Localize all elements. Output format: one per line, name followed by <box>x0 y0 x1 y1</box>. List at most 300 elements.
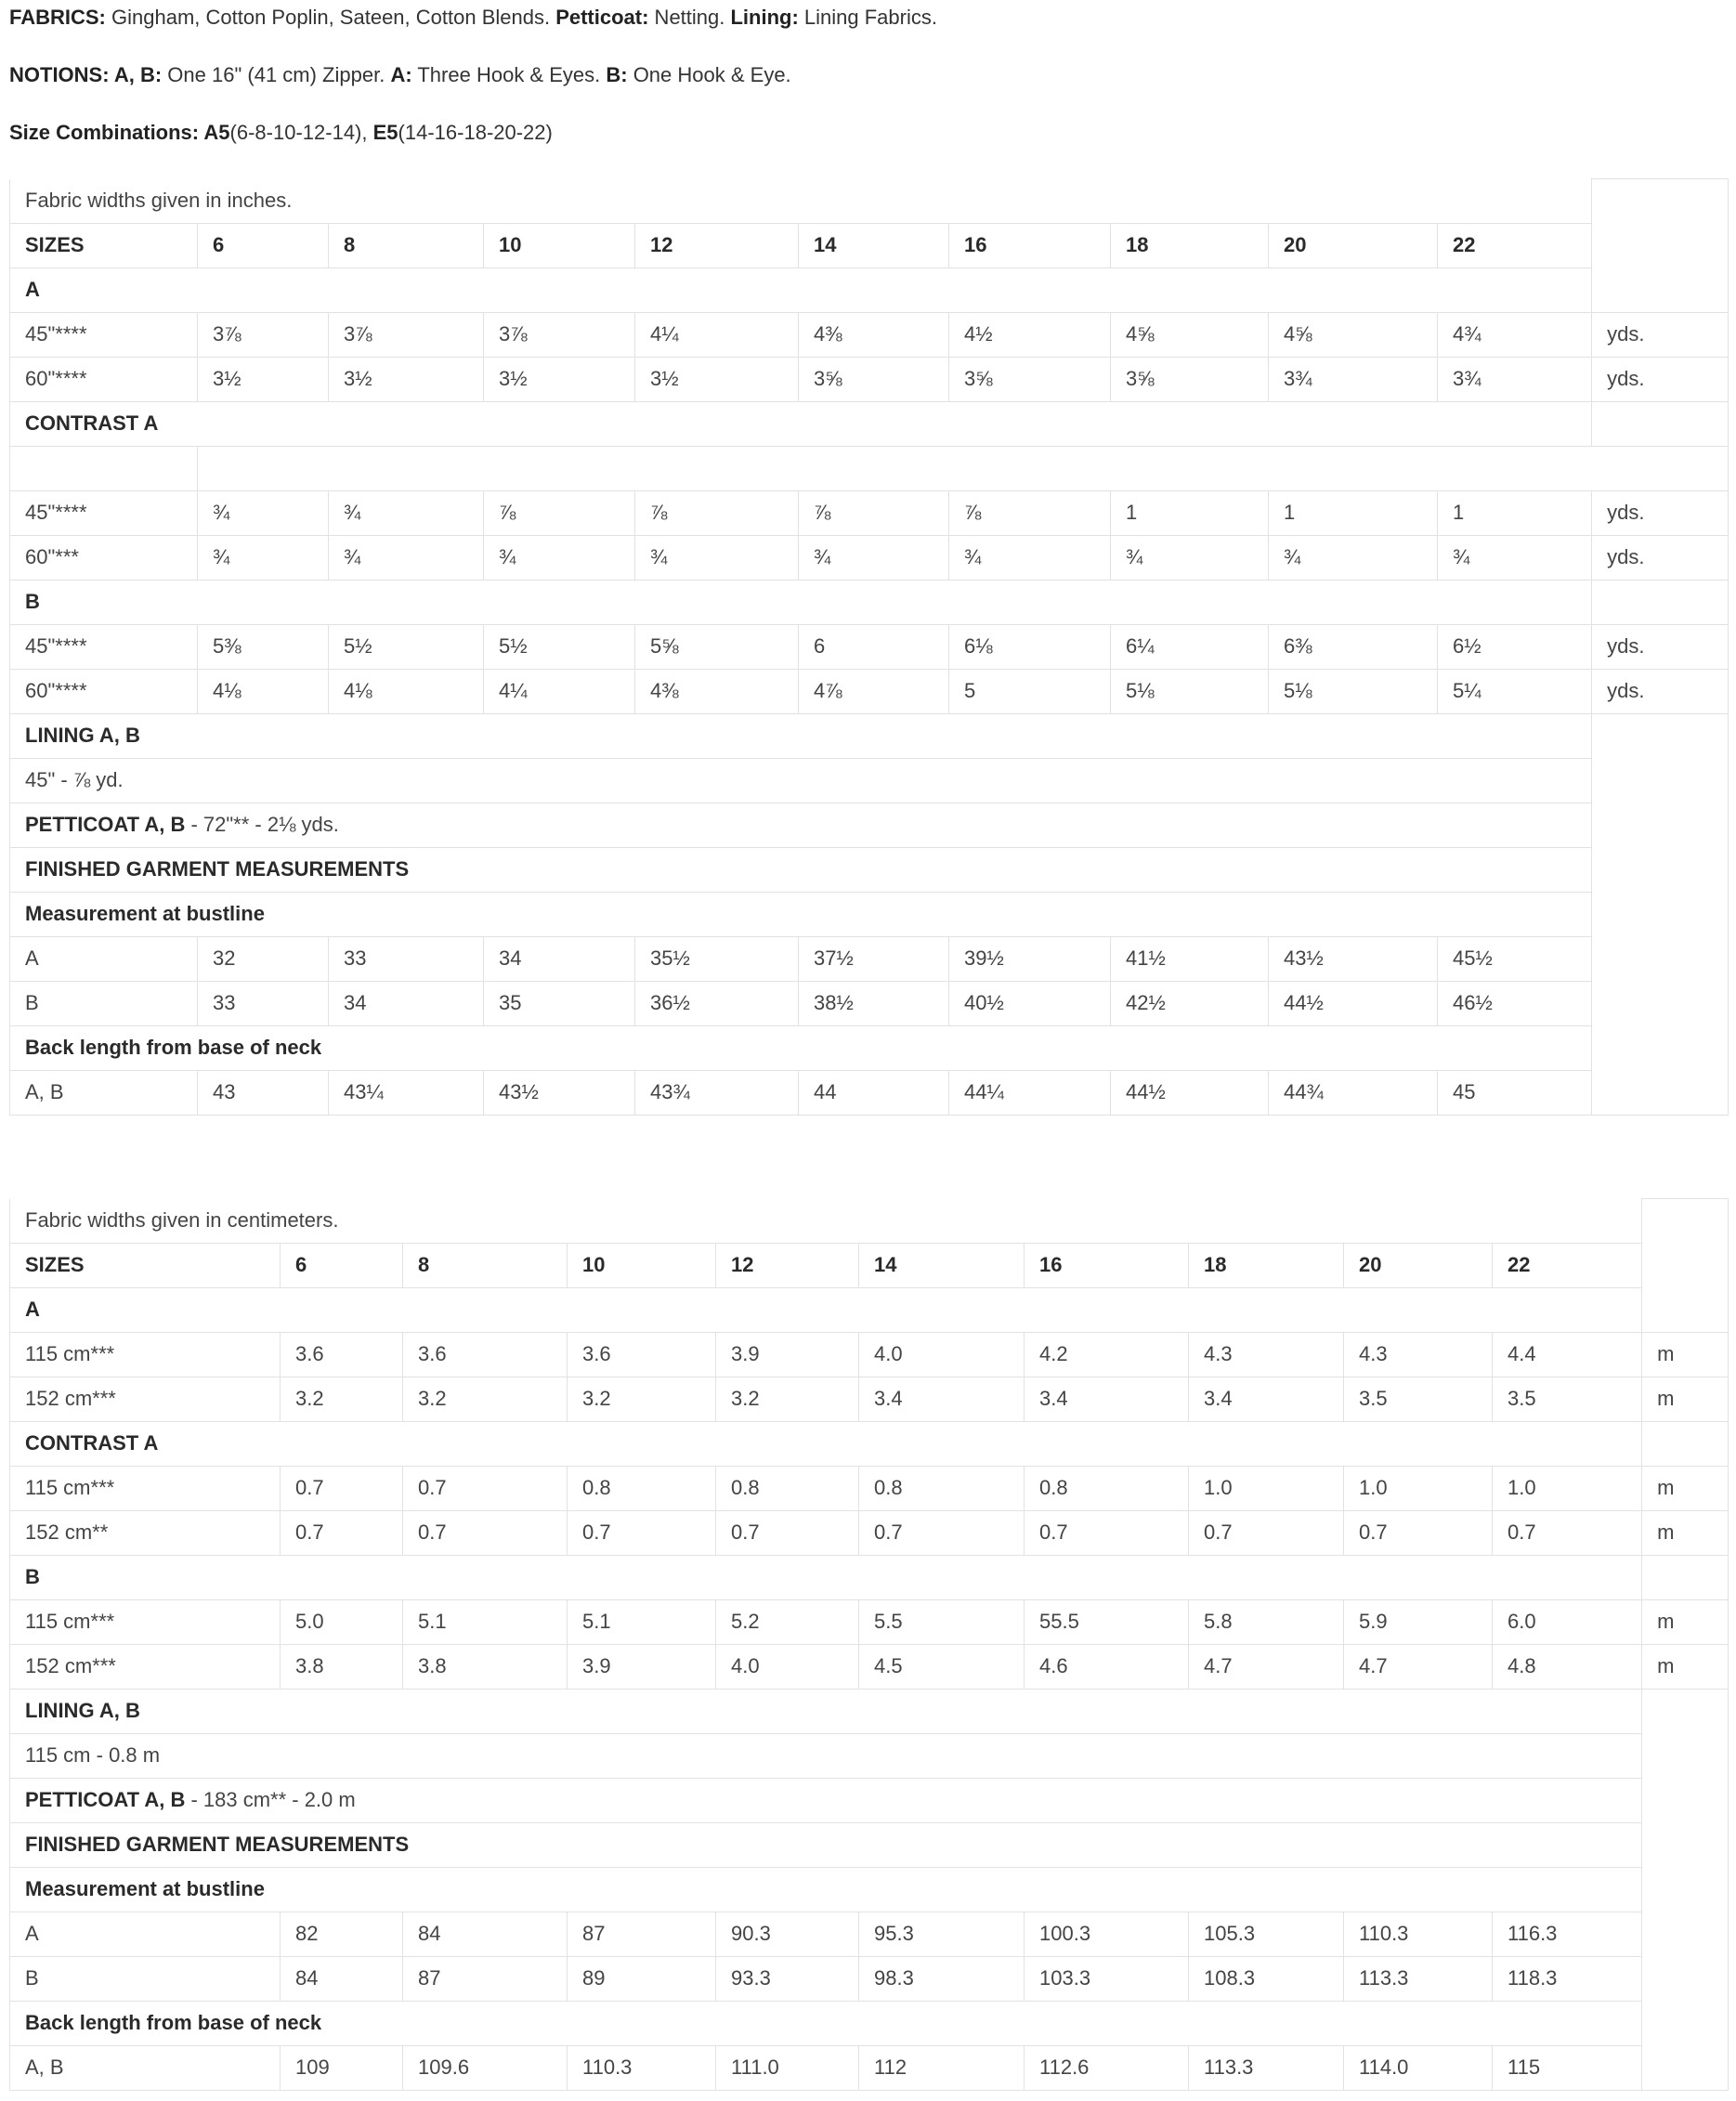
value-cell: 90.3 <box>716 1912 859 1956</box>
size-header: 20 <box>1269 223 1438 268</box>
sizes-header-row <box>10 223 1729 268</box>
petticoat-value: - 183 cm** - 2.0 m <box>185 1788 356 1811</box>
lining-value-row-label: 45" - ⅞ yd. <box>10 758 1592 803</box>
value-cell: 3.2 <box>403 1377 568 1421</box>
value-cell: 41½ <box>1111 936 1269 981</box>
lining-label-row <box>10 713 1729 758</box>
sizes-label: SIZES <box>10 1243 281 1287</box>
value-cell: 34 <box>484 936 635 981</box>
value-cell: 43½ <box>1269 936 1438 981</box>
value-cell: 6.0 <box>1493 1599 1642 1644</box>
value-cell: 33 <box>198 981 329 1025</box>
unit-cell: m <box>1642 1510 1729 1555</box>
value-cell: 118.3 <box>1493 1956 1642 2001</box>
notions-label: NOTIONS: A, B: <box>9 63 163 86</box>
size-header: 6 <box>281 1243 403 1287</box>
value-cell: 0.7 <box>403 1510 568 1555</box>
bust-label-row-label: Measurement at bustline <box>10 1867 1642 1912</box>
row-label: 60"*** <box>10 535 198 580</box>
value-cell: 5⅛ <box>1111 669 1269 713</box>
value-cell: 109.6 <box>403 2045 568 2090</box>
size-header: 22 <box>1438 223 1592 268</box>
fabrics-line <box>9 6 937 30</box>
value-cell: 3.5 <box>1493 1377 1642 1421</box>
lining-value-row-label: 115 cm - 0.8 m <box>10 1733 1642 1778</box>
value-cell: 36½ <box>635 981 799 1025</box>
unit-spacer <box>1592 179 1729 224</box>
value-cell: 109 <box>281 2045 403 2090</box>
petticoat-text: Netting. <box>648 6 731 29</box>
unit-spacer <box>1592 1025 1729 1070</box>
notions-line <box>9 63 791 87</box>
table-row <box>10 1956 1729 2001</box>
value-cell: 0.7 <box>716 1510 859 1555</box>
unit-spacer <box>1642 1733 1729 1778</box>
value-cell: 5½ <box>329 624 484 669</box>
size-header: 12 <box>716 1243 859 1287</box>
unit-spacer <box>1642 1555 1729 1599</box>
table-row <box>10 312 1729 357</box>
lining-label: Lining: <box>730 6 799 29</box>
value-cell: 5.2 <box>716 1599 859 1644</box>
finished-label-row <box>10 847 1729 892</box>
value-cell: 1 <box>1111 490 1269 535</box>
value-cell: 3.9 <box>716 1332 859 1377</box>
section-b-row-label: B <box>10 1555 1642 1599</box>
value-cell: 44½ <box>1111 1070 1269 1115</box>
caption-row <box>10 1199 1729 1244</box>
value-cell: 32 <box>198 936 329 981</box>
value-cell: 3.8 <box>281 1644 403 1689</box>
unit-spacer <box>1642 1287 1729 1332</box>
value-cell: 0.8 <box>568 1466 716 1510</box>
value-cell: ¾ <box>198 535 329 580</box>
lining-text: Lining Fabrics. <box>798 6 937 29</box>
value-cell: 4½ <box>949 312 1111 357</box>
table-row <box>10 936 1729 981</box>
value-cell: ¾ <box>799 535 949 580</box>
value-cell: 0.7 <box>1025 1510 1189 1555</box>
value-cell: 89 <box>568 1956 716 2001</box>
value-cell: 5⅛ <box>1269 669 1438 713</box>
section-b-row <box>10 580 1729 624</box>
unit-cell: yds. <box>1592 624 1729 669</box>
unit-spacer <box>1642 1867 1729 1912</box>
value-cell: 4⅜ <box>799 312 949 357</box>
table-row <box>10 1644 1729 1689</box>
value-cell: 112 <box>859 2045 1025 2090</box>
unit-spacer <box>1642 1778 1729 1822</box>
bust-label-row <box>10 1867 1729 1912</box>
value-cell: 4.0 <box>716 1644 859 1689</box>
value-cell: 42½ <box>1111 981 1269 1025</box>
unit-spacer <box>1592 580 1729 624</box>
petticoat-label: Petticoat: <box>555 6 649 29</box>
value-cell: 3.6 <box>568 1332 716 1377</box>
table-row <box>10 981 1729 1025</box>
size-header: 16 <box>1025 1243 1189 1287</box>
fabrics-label: FABRICS: <box>9 6 106 29</box>
table-row <box>10 1332 1729 1377</box>
value-cell: 105.3 <box>1189 1912 1344 1956</box>
blank-cell <box>10 446 198 490</box>
size-header: 18 <box>1111 223 1269 268</box>
unit-spacer <box>1642 1199 1729 1244</box>
value-cell: 43¾ <box>635 1070 799 1115</box>
unit-cell: yds. <box>1592 357 1729 401</box>
blank-row <box>10 446 1729 490</box>
section-a-row-label: A <box>10 268 1592 312</box>
value-cell: 3⅞ <box>484 312 635 357</box>
value-cell: 3.6 <box>403 1332 568 1377</box>
table-row <box>10 624 1729 669</box>
table-row <box>10 535 1729 580</box>
value-cell: 43¼ <box>329 1070 484 1115</box>
value-cell: 112.6 <box>1025 2045 1189 2090</box>
section-a-row <box>10 268 1729 312</box>
size-e5-range: (14-16-18-20-22) <box>398 121 553 144</box>
unit-cell: m <box>1642 1377 1729 1421</box>
lining-label-row-label: LINING A, B <box>10 1689 1642 1733</box>
value-cell: 34 <box>329 981 484 1025</box>
row-label: 152 cm** <box>10 1510 281 1555</box>
notions-text: One 16" (41 cm) Zipper. <box>162 63 391 86</box>
unit-spacer <box>1642 1689 1729 1733</box>
notions-a-label: A: <box>390 63 412 86</box>
value-cell: ¾ <box>329 535 484 580</box>
value-cell: 44¾ <box>1269 1070 1438 1115</box>
section-b-row-label: B <box>10 580 1592 624</box>
value-cell: ¾ <box>949 535 1111 580</box>
value-cell: 1 <box>1438 490 1592 535</box>
row-label: 45"**** <box>10 490 198 535</box>
value-cell: 4.3 <box>1189 1332 1344 1377</box>
unit-spacer <box>1592 1070 1729 1115</box>
unit-spacer <box>1592 892 1729 936</box>
value-cell: 5.1 <box>403 1599 568 1644</box>
value-cell: 0.8 <box>1025 1466 1189 1510</box>
unit-spacer <box>1642 1912 1729 1956</box>
size-header: 6 <box>198 223 329 268</box>
finished-label-row-label: FINISHED GARMENT MEASUREMENTS <box>10 847 1592 892</box>
row-label: 152 cm*** <box>10 1377 281 1421</box>
value-cell: 0.7 <box>281 1510 403 1555</box>
value-cell: 3.2 <box>281 1377 403 1421</box>
lining-value-row <box>10 1733 1729 1778</box>
size-header: 10 <box>484 223 635 268</box>
value-cell: 3.6 <box>281 1332 403 1377</box>
value-cell: 45 <box>1438 1070 1592 1115</box>
value-cell: ⅞ <box>799 490 949 535</box>
value-cell: ¾ <box>198 490 329 535</box>
back-label-row <box>10 2001 1729 2045</box>
size-header: 14 <box>859 1243 1025 1287</box>
value-cell: 116.3 <box>1493 1912 1642 1956</box>
value-cell: 87 <box>403 1956 568 2001</box>
value-cell: ⅞ <box>484 490 635 535</box>
value-cell: 4⅝ <box>1111 312 1269 357</box>
value-cell: 4⅛ <box>329 669 484 713</box>
value-cell: 0.7 <box>1493 1510 1642 1555</box>
unit-spacer <box>1592 758 1729 803</box>
value-cell: ¾ <box>1111 535 1269 580</box>
petticoat-cell <box>10 803 1592 847</box>
table-row <box>10 1912 1729 1956</box>
value-cell: 4¼ <box>484 669 635 713</box>
unit-cell: yds. <box>1592 669 1729 713</box>
row-label: 60"**** <box>10 669 198 713</box>
table-row <box>10 1466 1729 1510</box>
value-cell: 93.3 <box>716 1956 859 2001</box>
section-b-row <box>10 1555 1729 1599</box>
value-cell: 5⅝ <box>635 624 799 669</box>
petticoat-cell <box>10 1778 1642 1822</box>
bust-label-row-label: Measurement at bustline <box>10 892 1592 936</box>
value-cell: 6⅜ <box>1269 624 1438 669</box>
value-cell: 6⅛ <box>949 624 1111 669</box>
row-label: 115 cm*** <box>10 1466 281 1510</box>
row-label: 115 cm*** <box>10 1332 281 1377</box>
value-cell: 45½ <box>1438 936 1592 981</box>
fabrics-text: Gingham, Cotton Poplin, Sateen, Cotton Blends. <box>105 6 556 29</box>
value-cell: 46½ <box>1438 981 1592 1025</box>
size-header: 12 <box>635 223 799 268</box>
value-cell: 40½ <box>949 981 1111 1025</box>
value-cell: 3.5 <box>1344 1377 1493 1421</box>
value-cell: 33 <box>329 936 484 981</box>
value-cell: 103.3 <box>1025 1956 1189 2001</box>
table-row <box>10 357 1729 401</box>
blank-cell <box>198 446 1729 490</box>
unit-spacer <box>1642 1822 1729 1867</box>
size-header: 18 <box>1189 1243 1344 1287</box>
petticoat-row <box>10 1778 1729 1822</box>
petticoat-row <box>10 803 1729 847</box>
back-label-row-label: Back length from base of neck <box>10 1025 1592 1070</box>
row-label: A <box>10 1912 281 1956</box>
row-label: B <box>10 1956 281 2001</box>
unit-spacer <box>1592 936 1729 981</box>
value-cell: 4⅝ <box>1269 312 1438 357</box>
value-cell: 3⅞ <box>198 312 329 357</box>
value-cell: 4⅞ <box>799 669 949 713</box>
row-label: 45"**** <box>10 312 198 357</box>
value-cell: 0.7 <box>568 1510 716 1555</box>
value-cell: 6½ <box>1438 624 1592 669</box>
value-cell: 113.3 <box>1344 1956 1493 2001</box>
value-cell: 0.7 <box>1189 1510 1344 1555</box>
value-cell: ⅞ <box>635 490 799 535</box>
value-cell: 108.3 <box>1189 1956 1344 2001</box>
value-cell: 55.5 <box>1025 1599 1189 1644</box>
value-cell: 44¼ <box>949 1070 1111 1115</box>
section-a-row <box>10 1287 1729 1332</box>
value-cell: 5 <box>949 669 1111 713</box>
table-row <box>10 2045 1729 2090</box>
unit-spacer <box>1592 847 1729 892</box>
value-cell: 37½ <box>799 936 949 981</box>
unit-spacer <box>1642 2001 1729 2045</box>
value-cell: ¾ <box>329 490 484 535</box>
size-combinations-label: Size Combinations: <box>9 121 204 144</box>
value-cell: 0.7 <box>859 1510 1025 1555</box>
value-cell: 115 <box>1493 2045 1642 2090</box>
value-cell: 4.0 <box>859 1332 1025 1377</box>
table-row <box>10 1599 1729 1644</box>
value-cell: 5½ <box>484 624 635 669</box>
table-row <box>10 669 1729 713</box>
row-label: 115 cm*** <box>10 1599 281 1644</box>
value-cell: 3½ <box>329 357 484 401</box>
value-cell: 95.3 <box>859 1912 1025 1956</box>
value-cell: 3.8 <box>403 1644 568 1689</box>
value-cell: 6¼ <box>1111 624 1269 669</box>
value-cell: 4⅛ <box>198 669 329 713</box>
value-cell: 3.4 <box>1189 1377 1344 1421</box>
value-cell: 4.6 <box>1025 1644 1189 1689</box>
value-cell: 35 <box>484 981 635 1025</box>
value-cell: 3⅝ <box>799 357 949 401</box>
size-a5-range: (6-8-10-12-14), <box>229 121 373 144</box>
unit-spacer <box>1592 268 1729 312</box>
petticoat-value: - 72"** - 2⅛ yds. <box>185 813 339 836</box>
unit-cell: yds. <box>1592 312 1729 357</box>
value-cell: 4¼ <box>635 312 799 357</box>
value-cell: 1.0 <box>1493 1466 1642 1510</box>
unit-spacer <box>1642 2045 1729 2090</box>
lining-label-row <box>10 1689 1729 1733</box>
size-header: 22 <box>1493 1243 1642 1287</box>
value-cell: 3¾ <box>1438 357 1592 401</box>
value-cell: 4.2 <box>1025 1332 1189 1377</box>
size-header: 16 <box>949 223 1111 268</box>
unit-spacer <box>1592 223 1729 268</box>
lining-value-row <box>10 758 1729 803</box>
row-label: A, B <box>10 2045 281 2090</box>
unit-cell: yds. <box>1592 535 1729 580</box>
value-cell: 110.3 <box>1344 1912 1493 1956</box>
unit-cell: yds. <box>1592 490 1729 535</box>
value-cell: 3.4 <box>859 1377 1025 1421</box>
table-row <box>10 1510 1729 1555</box>
value-cell: 3⅞ <box>329 312 484 357</box>
notions-b-text: One Hook & Eye. <box>627 63 791 86</box>
value-cell: 3⅝ <box>949 357 1111 401</box>
value-cell: 0.8 <box>716 1466 859 1510</box>
value-cell: 110.3 <box>568 2045 716 2090</box>
value-cell: ¾ <box>484 535 635 580</box>
value-cell: 38½ <box>799 981 949 1025</box>
value-cell: 1 <box>1269 490 1438 535</box>
value-cell: 0.7 <box>1344 1510 1493 1555</box>
value-cell: ¾ <box>635 535 799 580</box>
row-label: A, B <box>10 1070 198 1115</box>
inches-yardage-table <box>9 178 1729 1116</box>
value-cell: 44 <box>799 1070 949 1115</box>
section-contrast-row <box>10 401 1729 446</box>
unit-cell: m <box>1642 1332 1729 1377</box>
sizes-header-row <box>10 1243 1729 1287</box>
value-cell: 3½ <box>635 357 799 401</box>
bust-label-row <box>10 892 1729 936</box>
value-cell: 35½ <box>635 936 799 981</box>
size-a5: A5 <box>203 121 230 144</box>
back-label-row <box>10 1025 1729 1070</box>
value-cell: 1.0 <box>1189 1466 1344 1510</box>
value-cell: 4.3 <box>1344 1332 1493 1377</box>
value-cell: 5¼ <box>1438 669 1592 713</box>
unit-cell: m <box>1642 1599 1729 1644</box>
section-contrast-row <box>10 1421 1729 1466</box>
row-label: 152 cm*** <box>10 1644 281 1689</box>
notions-b-label: B: <box>606 63 628 86</box>
size-header: 20 <box>1344 1243 1493 1287</box>
petticoat-label: PETTICOAT A, B <box>25 1788 186 1811</box>
value-cell: 4.7 <box>1344 1644 1493 1689</box>
value-cell: 114.0 <box>1344 2045 1493 2090</box>
unit-spacer <box>1592 803 1729 847</box>
size-header: 8 <box>403 1243 568 1287</box>
unit-spacer <box>1642 1421 1729 1466</box>
unit-spacer <box>1592 981 1729 1025</box>
value-cell: ¾ <box>1438 535 1592 580</box>
row-label: A <box>10 936 198 981</box>
sizes-label: SIZES <box>10 223 198 268</box>
value-cell: 84 <box>403 1912 568 1956</box>
value-cell: 3½ <box>198 357 329 401</box>
table-caption: Fabric widths given in inches. <box>10 179 1592 224</box>
value-cell: 3.2 <box>716 1377 859 1421</box>
finished-label-row-label: FINISHED GARMENT MEASUREMENTS <box>10 1822 1642 1867</box>
size-combinations-line <box>9 121 553 145</box>
notions-a-text: Three Hook & Eyes. <box>411 63 607 86</box>
value-cell: 5.8 <box>1189 1599 1344 1644</box>
section-a-row-label: A <box>10 1287 1642 1332</box>
value-cell: 0.7 <box>403 1466 568 1510</box>
table-caption: Fabric widths given in centimeters. <box>10 1199 1642 1244</box>
value-cell: 0.8 <box>859 1466 1025 1510</box>
unit-spacer <box>1642 1243 1729 1287</box>
value-cell: ⅞ <box>949 490 1111 535</box>
row-label: B <box>10 981 198 1025</box>
table-row <box>10 490 1729 535</box>
unit-cell: m <box>1642 1644 1729 1689</box>
value-cell: 113.3 <box>1189 2045 1344 2090</box>
value-cell: 82 <box>281 1912 403 1956</box>
cm-yardage-table <box>9 1198 1729 2091</box>
row-label: 45"**** <box>10 624 198 669</box>
value-cell: 87 <box>568 1912 716 1956</box>
value-cell: 44½ <box>1269 981 1438 1025</box>
value-cell: 39½ <box>949 936 1111 981</box>
section-contrast-row-label: CONTRAST A <box>10 1421 1642 1466</box>
value-cell: 5.1 <box>568 1599 716 1644</box>
value-cell: 6 <box>799 624 949 669</box>
value-cell: 3½ <box>484 357 635 401</box>
value-cell: 0.7 <box>281 1466 403 1510</box>
back-label-row-label: Back length from base of neck <box>10 2001 1642 2045</box>
value-cell: 4.4 <box>1493 1332 1642 1377</box>
value-cell: 3⅝ <box>1111 357 1269 401</box>
value-cell: 3.2 <box>568 1377 716 1421</box>
size-header: 10 <box>568 1243 716 1287</box>
table-row <box>10 1070 1729 1115</box>
unit-spacer <box>1642 1956 1729 2001</box>
size-e5: E5 <box>372 121 398 144</box>
value-cell: 4.5 <box>859 1644 1025 1689</box>
value-cell: 5.0 <box>281 1599 403 1644</box>
value-cell: 43½ <box>484 1070 635 1115</box>
